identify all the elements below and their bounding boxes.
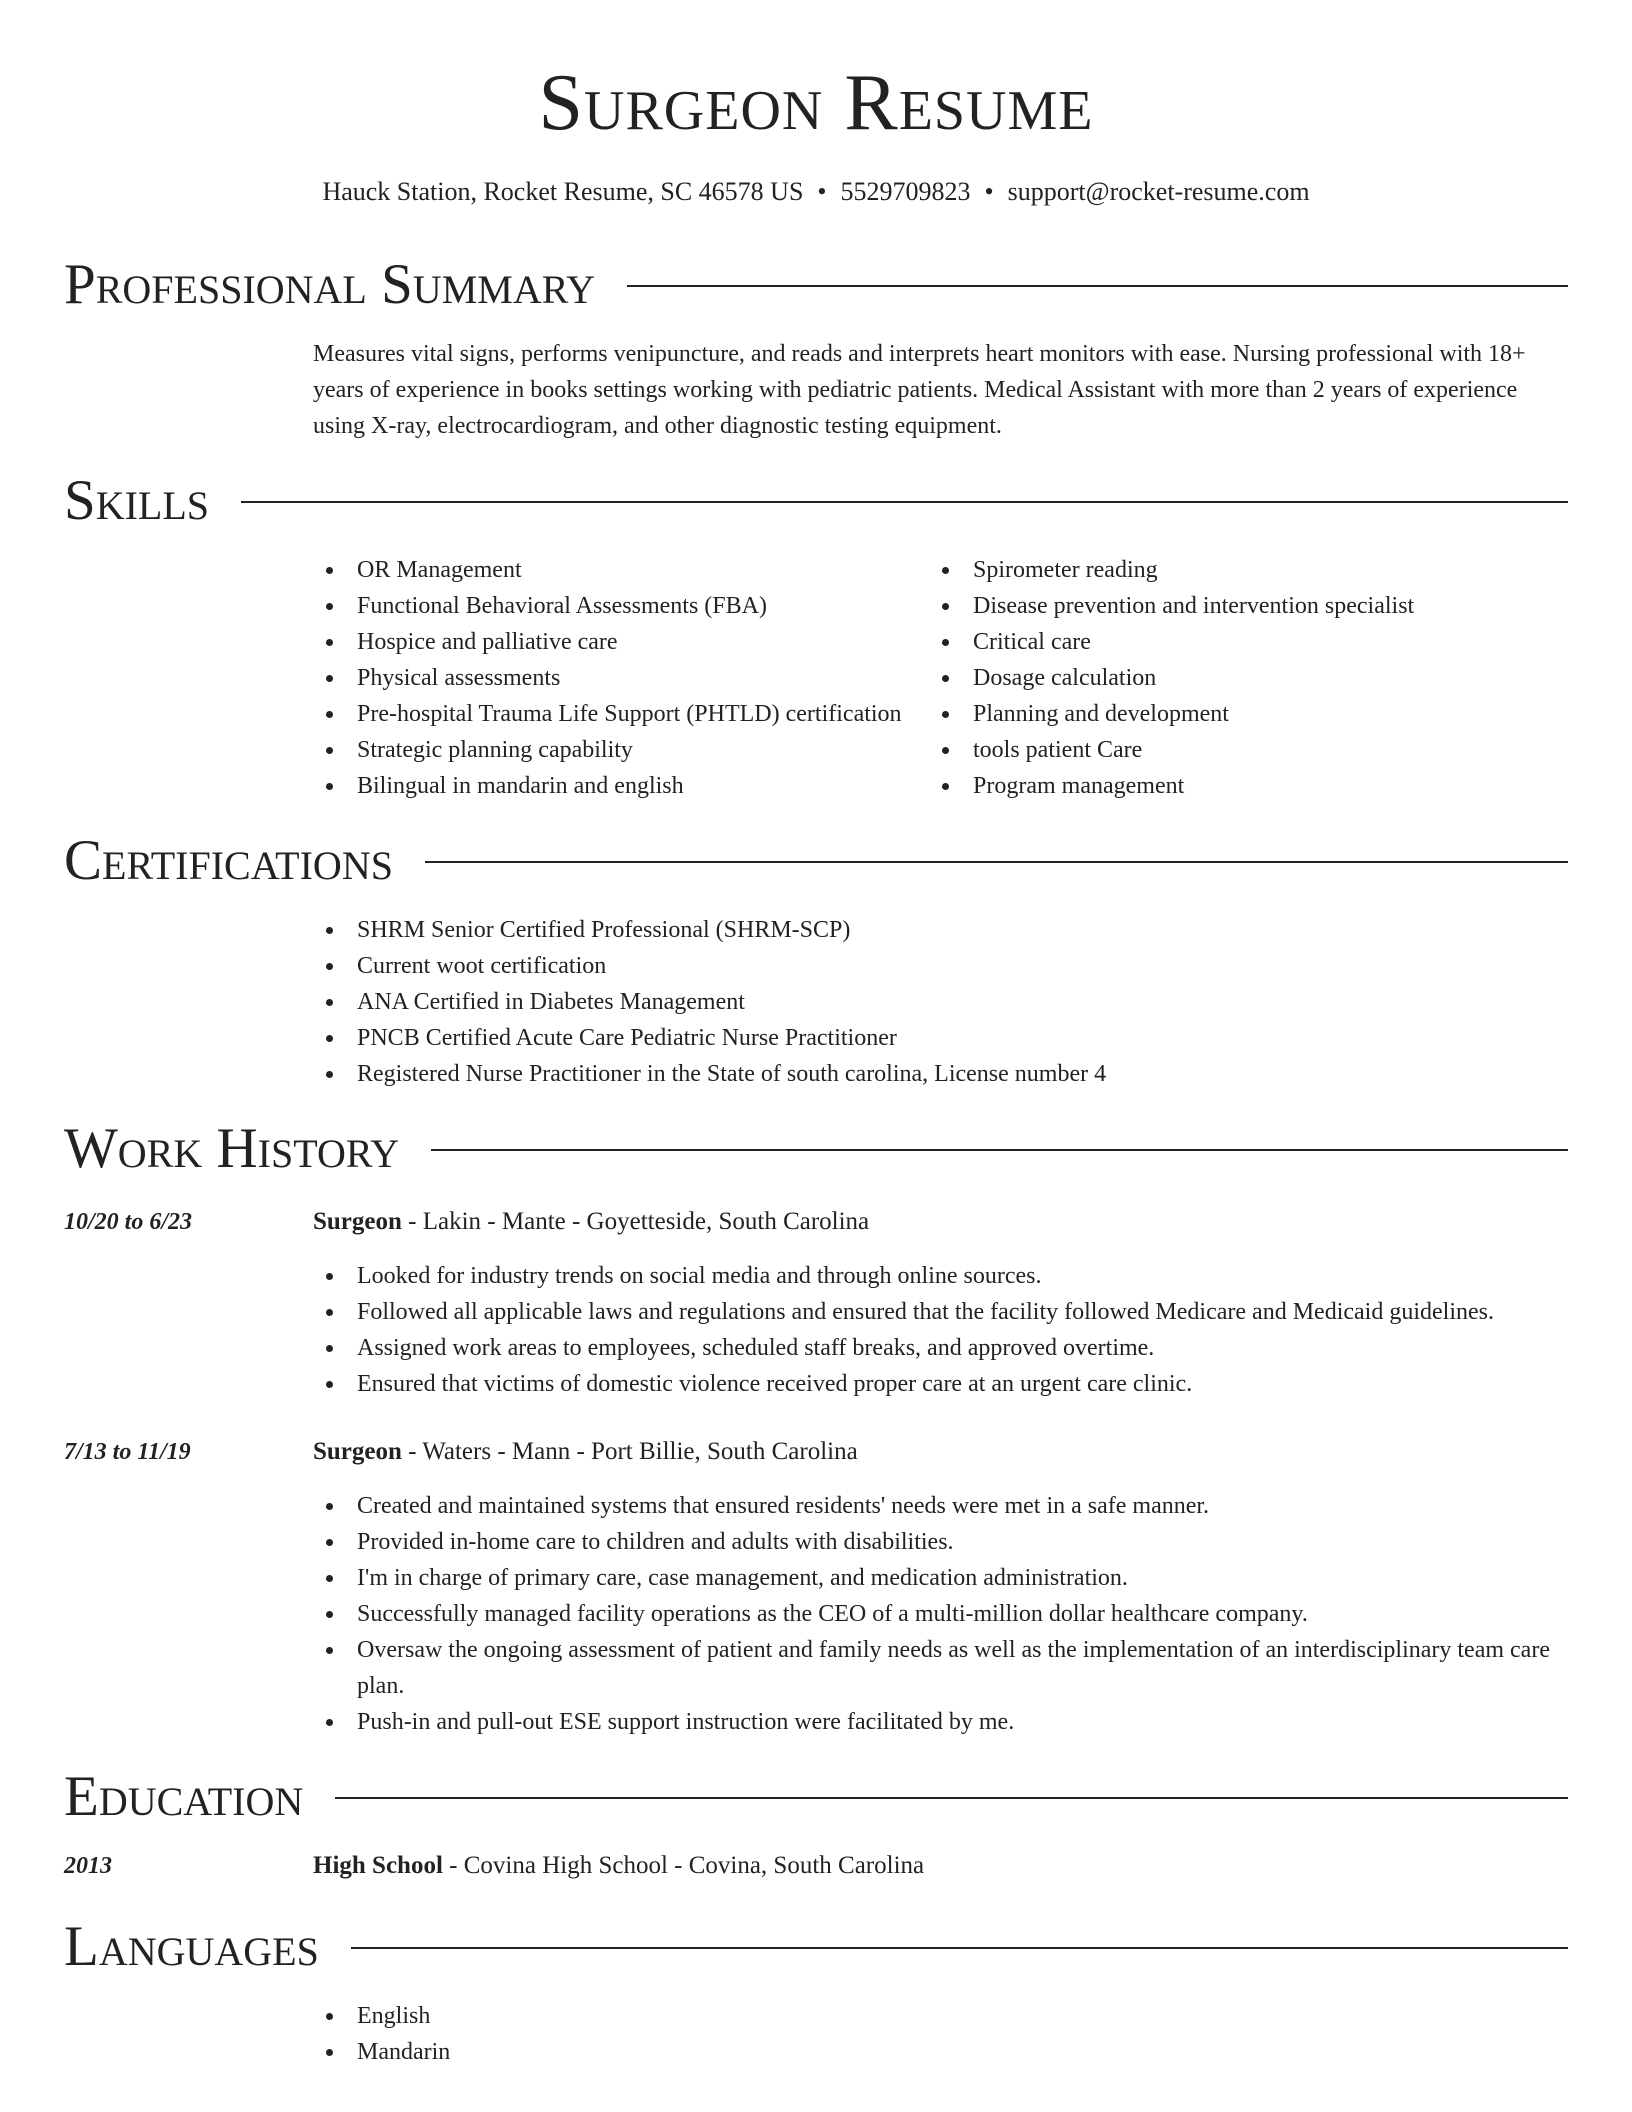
work-history-section-header xyxy=(64,1116,1568,1182)
skill-label: Bilingual in mandarin and english xyxy=(357,773,684,799)
job-duty-text: Assigned work areas to employees, scheduled staff breaks, and approved overtime. xyxy=(357,1335,1155,1361)
job-dates: 10/20 to 6/23 xyxy=(64,1209,193,1235)
contact-phone: 5529709823 xyxy=(840,177,971,206)
job-duties-list xyxy=(313,1488,1575,1740)
bullet-icon xyxy=(326,567,333,574)
certification-item xyxy=(313,984,1575,1020)
bullet-icon xyxy=(326,999,333,1006)
job-duties-list xyxy=(313,1258,1575,1402)
skill-item xyxy=(929,768,1549,804)
job-duty-item xyxy=(313,1704,1575,1740)
bullet-icon xyxy=(942,783,949,790)
contact-separator: • xyxy=(984,177,994,206)
skill-label: Dosage calculation xyxy=(973,665,1157,691)
skill-label: Program management xyxy=(973,773,1185,799)
job-duty-text: Oversaw the ongoing assessment of patient and family needs as well as the implementation of an interdisciplinary team care plan. xyxy=(357,1637,1550,1699)
certification-label: ANA Certified in Diabetes Management xyxy=(357,989,745,1015)
contact-separator: • xyxy=(817,177,827,206)
bullet-icon xyxy=(326,1719,333,1726)
bullet-icon xyxy=(326,1035,333,1042)
certification-label: SHRM Senior Certified Professional (SHRM-SCP) xyxy=(357,917,851,943)
job-duty-item xyxy=(313,1596,1575,1632)
bullet-icon xyxy=(326,927,333,934)
certification-label: Current woot certification xyxy=(357,953,607,979)
job-duty-text: Successfully managed facility operations as the CEO of a multi-million dollar healthcare company. xyxy=(357,1601,1308,1627)
skill-item xyxy=(313,660,929,696)
skills-list-right xyxy=(929,552,1549,804)
job-duty-item xyxy=(313,1560,1575,1596)
job-duty-item xyxy=(313,1366,1575,1402)
section-divider xyxy=(627,285,1568,287)
skill-label: Critical care xyxy=(973,629,1091,655)
job-dates: 7/13 to 11/19 xyxy=(64,1439,191,1465)
section-divider xyxy=(351,1947,1568,1949)
bullet-icon xyxy=(326,783,333,790)
skill-label: Planning and development xyxy=(973,701,1229,727)
bullet-icon xyxy=(942,675,949,682)
job-duty-item xyxy=(313,1488,1575,1524)
bullet-icon xyxy=(942,603,949,610)
education-degree: High School xyxy=(313,1852,443,1879)
job-duty-item xyxy=(313,1294,1575,1330)
skill-item xyxy=(929,732,1549,768)
bullet-icon xyxy=(326,675,333,682)
bullet-icon xyxy=(326,1309,333,1316)
section-divider xyxy=(431,1149,1568,1151)
bullet-icon xyxy=(326,1539,333,1546)
certification-label: Registered Nurse Practitioner in the State of south carolina, License number 4 xyxy=(357,1061,1107,1087)
job-employer: - Waters - Mann - Port Billie, South Carolina xyxy=(401,1438,858,1465)
language-label: English xyxy=(357,2003,431,2029)
language-label: Mandarin xyxy=(357,2039,451,2065)
skill-item xyxy=(313,696,929,732)
certification-item xyxy=(313,912,1575,948)
skills-heading: Skills xyxy=(64,469,210,532)
contact-line xyxy=(0,174,1632,210)
certification-label: PNCB Certified Acute Care Pediatric Nurse Practitioner xyxy=(357,1025,897,1051)
certification-item xyxy=(313,1020,1575,1056)
skill-label: Hospice and palliative care xyxy=(357,629,618,655)
skill-label: OR Management xyxy=(357,557,522,583)
bullet-icon xyxy=(326,747,333,754)
language-item xyxy=(313,1998,1575,2034)
skills-columns xyxy=(313,552,1575,804)
languages-heading: Languages xyxy=(64,1915,319,1978)
skills-section-header xyxy=(64,468,1568,534)
work-history-heading: Work History xyxy=(64,1117,400,1180)
bullet-icon xyxy=(326,2013,333,2020)
job-duty-text: Push-in and pull-out ESE support instruction were facilitated by me. xyxy=(357,1709,1015,1735)
skill-label: Functional Behavioral Assessments (FBA) xyxy=(357,593,767,619)
skill-item xyxy=(929,696,1549,732)
summary-section-header xyxy=(64,252,1568,318)
certifications-list xyxy=(313,912,1575,1092)
bullet-icon xyxy=(942,747,949,754)
skill-label: Physical assessments xyxy=(357,665,561,691)
section-divider xyxy=(425,861,1568,863)
bullet-icon xyxy=(326,1381,333,1388)
summary-text: Measures vital signs, performs venipuncture, and reads and interprets heart monitors with ease. Nursing professional with 18+ years of experience in books settings working with pediatric patients. Medical Assistant with more than 2 years of experience using X-ray, electrocardiogram, and other diagnostic testing equipment. xyxy=(313,341,1526,439)
section-divider xyxy=(241,501,1568,503)
languages-list xyxy=(313,1998,1575,2070)
job-title: Surgeon xyxy=(313,1438,402,1465)
certification-item xyxy=(313,948,1575,984)
job-duty-text: Followed all applicable laws and regulations and ensured that the facility followed Medicare and Medicaid guidelines. xyxy=(357,1299,1494,1325)
bullet-icon xyxy=(326,1575,333,1582)
bullet-icon xyxy=(326,1071,333,1078)
job-title: Surgeon xyxy=(313,1208,402,1235)
education-year: 2013 xyxy=(64,1853,112,1879)
summary-heading: Professional Summary xyxy=(64,253,596,316)
skill-item xyxy=(313,588,929,624)
job-duty-text: Ensured that victims of domestic violence received proper care at an urgent care clinic. xyxy=(357,1371,1193,1397)
certifications-heading: Certifications xyxy=(64,829,393,892)
skill-label: Strategic planning capability xyxy=(357,737,633,763)
language-item xyxy=(313,2034,1575,2070)
job-heading xyxy=(313,1434,1575,1470)
education-school: - Covina High School - Covina, South Carolina xyxy=(442,1852,925,1879)
skill-item xyxy=(929,552,1549,588)
job-duty-text: Looked for industry trends on social media and through online sources. xyxy=(357,1263,1042,1289)
contact-email[interactable]: support@rocket-resume.com xyxy=(1007,177,1310,206)
certification-item xyxy=(313,1056,1575,1092)
job-duty-item xyxy=(313,1524,1575,1560)
contact-address: Hauck Station, Rocket Resume, SC 46578 US xyxy=(322,177,804,206)
skill-item xyxy=(313,624,929,660)
job-employer: - Lakin - Mante - Goyetteside, South Carolina xyxy=(401,1208,870,1235)
skill-item xyxy=(313,732,929,768)
bullet-icon xyxy=(942,639,949,646)
skill-label: Disease prevention and intervention specialist xyxy=(973,593,1415,619)
bullet-icon xyxy=(326,711,333,718)
skills-list-left xyxy=(313,552,929,804)
bullet-icon xyxy=(326,639,333,646)
bullet-icon xyxy=(326,1503,333,1510)
skill-label: Spirometer reading xyxy=(973,557,1158,583)
education-heading: Education xyxy=(64,1765,304,1828)
job-duty-text: I'm in charge of primary care, case management, and medication administration. xyxy=(357,1565,1128,1591)
bullet-icon xyxy=(942,567,949,574)
skill-label: tools patient Care xyxy=(973,737,1143,763)
certifications-section-header xyxy=(64,828,1568,894)
skill-label: Pre-hospital Trauma Life Support (PHTLD) certification xyxy=(357,701,902,727)
bullet-icon xyxy=(326,1611,333,1618)
bullet-icon xyxy=(326,1273,333,1280)
job-duty-text: Created and maintained systems that ensured residents' needs were met in a safe manner. xyxy=(357,1493,1210,1519)
bullet-icon xyxy=(326,1647,333,1654)
skill-item xyxy=(929,660,1549,696)
skill-item xyxy=(313,552,929,588)
resume-title: Surgeon Resume xyxy=(538,59,1094,147)
bullet-icon xyxy=(326,963,333,970)
skill-item xyxy=(929,588,1549,624)
job-duty-item xyxy=(313,1632,1575,1704)
skill-item xyxy=(313,768,929,804)
job-heading xyxy=(313,1204,1575,1240)
education-section-header xyxy=(64,1764,1568,1830)
bullet-icon xyxy=(326,2049,333,2056)
job-duty-item xyxy=(313,1330,1575,1366)
languages-section-header xyxy=(64,1914,1568,1980)
skill-item xyxy=(929,624,1549,660)
bullet-icon xyxy=(942,711,949,718)
bullet-icon xyxy=(326,1345,333,1352)
section-divider xyxy=(335,1797,1568,1799)
job-duty-item xyxy=(313,1258,1575,1294)
bullet-icon xyxy=(326,603,333,610)
education-line xyxy=(313,1848,1575,1884)
job-duty-text: Provided in-home care to children and adults with disabilities. xyxy=(357,1529,954,1555)
